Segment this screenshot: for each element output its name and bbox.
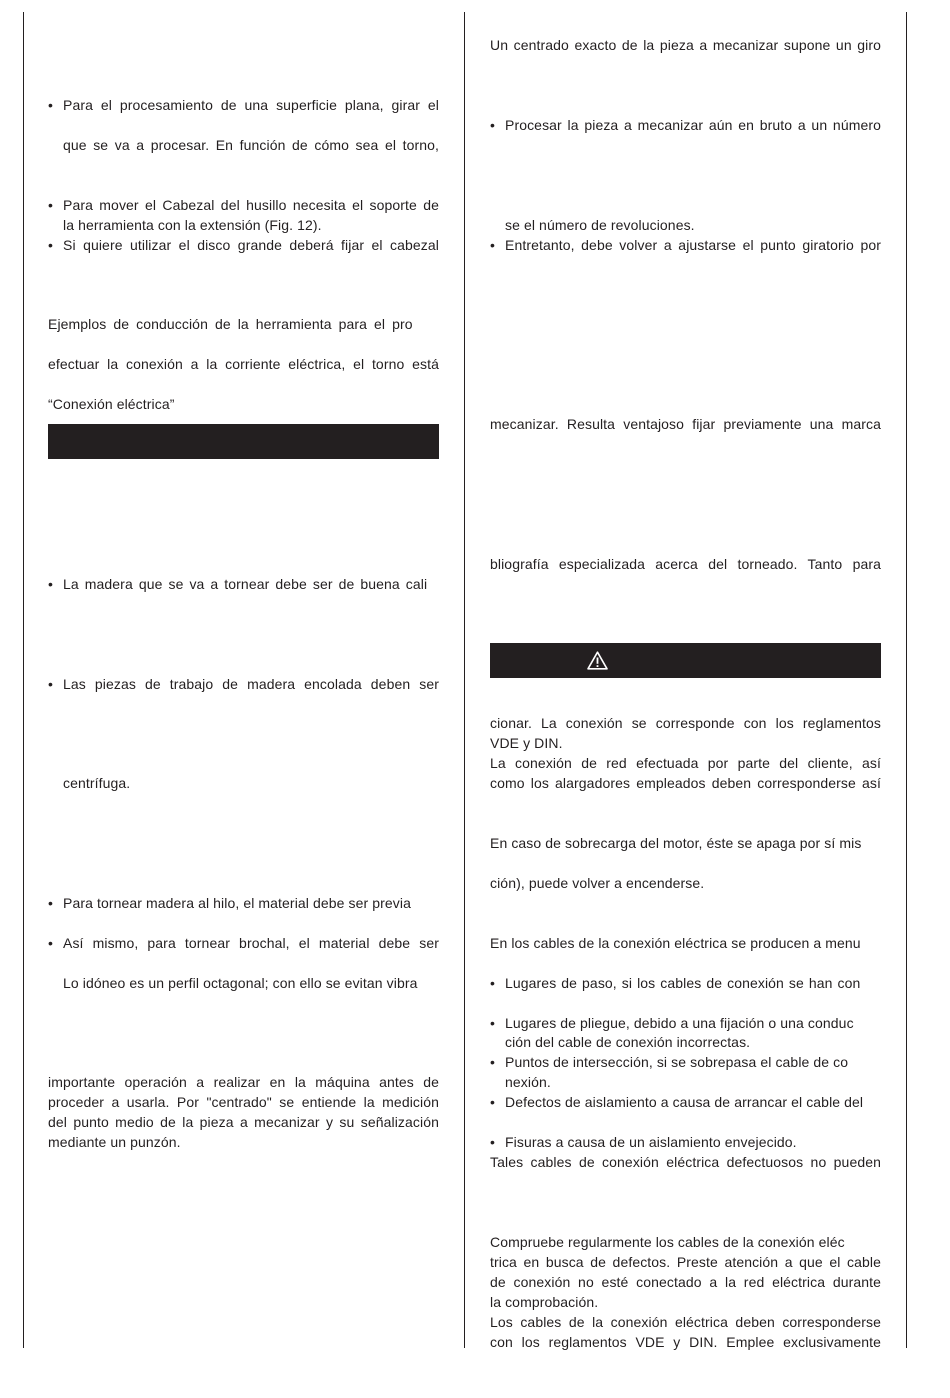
left-margin-rule [23,12,24,1348]
column-divider-rule [464,12,465,1348]
paragraph-line: En los cables de la conexión eléctrica se producen a menu [490,935,861,951]
list-item-text: La madera que se va a tornear debe ser de buena cali [63,576,428,592]
list-item [48,674,439,694]
list-item-text: Lugares de pliegue, debido a una fijación o una conduc [505,1015,854,1031]
paragraph-line: Un centrado exacto de la pieza a mecanizar supone un giro [490,37,881,53]
paragraph-line: “Conexión eléctrica” [48,396,175,412]
list-item-text: Entretanto, debe volver a ajustarse el punto giratorio por [505,237,881,253]
list-item [490,115,881,135]
paragraph-line: ción), puede volver a encenderse. [490,875,705,891]
list-item [490,235,881,255]
list-item-continuation: Lo idóneo es un perfil octagonal; con ello se evitan vibra [63,975,418,991]
list-item [48,933,439,953]
paragraph-line: de conexión no esté conectado a la red eléctrica durante [490,1274,881,1290]
list-item [48,235,439,255]
paragraph-line: trica en busca de defectos. Preste atención a que el cable [490,1254,881,1270]
paragraph-line: En caso de sobrecarga del motor, éste se apaga por sí mis [490,835,862,851]
paragraph-line: efectuar la conexión a la corriente eléctrica, el torno está [48,356,439,372]
bullet-marker: • [490,1015,496,1031]
section-heading-bar [490,643,881,678]
list-item-text: Para mover el Cabezal del husillo necesita el soporte de [63,197,439,213]
list-item-text: Puntos de intersección, si se sobrepasa el cable de co [505,1054,849,1070]
bullet-marker: • [48,197,54,213]
paragraph-line: proceder a usarla. Por "centrado" se entiende la medición [48,1094,439,1110]
list-item [490,1013,881,1033]
paragraph-line: Tales cables de conexión eléctrica defectuosos no pueden [490,1154,881,1170]
paragraph-line: VDE y DIN. [490,735,563,751]
bullet-marker: • [490,237,496,253]
list-item-text: Lugares de paso, si los cables de conexión se han con [505,975,861,991]
list-item-text: Para el procesamiento de una superficie plana, girar el [63,97,439,113]
list-item-continuation: la herramienta con la extensión (Fig. 12). [63,217,322,233]
list-item [490,973,881,993]
bullet-marker: • [48,576,54,592]
bullet-marker: • [48,895,54,911]
list-item-text: Si quiere utilizar el disco grande deberá fijar el cabezal [63,237,439,253]
bullet-marker: • [490,117,496,133]
bullet-marker: • [490,1134,496,1150]
list-item [48,195,439,215]
paragraph-line: Los cables de la conexión eléctrica deben corresponderse [490,1314,881,1330]
paragraph-line: bliografía especializada acerca del torneado. Tanto para [490,556,881,572]
list-item [48,893,439,913]
bullet-marker: • [48,237,54,253]
list-item [490,1132,881,1152]
paragraph-line: La conexión de red efectuada por parte del cliente, así [490,755,881,771]
paragraph-line: importante operación a realizar en la máquina antes de [48,1074,439,1090]
list-item-continuation: centrífuga. [63,775,131,791]
list-item [48,95,439,115]
section-heading-bar [48,424,439,459]
paragraph-line: Ejemplos de conducción de la herramienta para el pro [48,316,413,332]
list-item-text: Fisuras a causa de un aislamiento envejecido. [505,1134,797,1150]
bullet-marker: • [48,97,54,113]
paragraph-line: Compruebe regularmente los cables de la conexión eléc [490,1234,845,1250]
paragraph-line: mecanizar. Resulta ventajoso fijar previamente una marca [490,416,881,432]
list-item-continuation: que se va a procesar. En función de cómo sea el torno, [63,137,439,153]
list-item-text: Defectos de aislamiento a causa de arrancar el cable del [505,1094,864,1110]
warning-triangle-icon [587,651,608,670]
paragraph-line: la comprobación. [490,1294,599,1310]
right-margin-rule [906,12,907,1348]
paragraph-line: como los alargadores empleados deben corresponderse así [490,775,881,791]
list-item [490,1052,881,1072]
paragraph-line: cionar. La conexión se corresponde con los reglamentos [490,715,881,731]
list-item [48,574,439,594]
list-item-text: Para tornear madera al hilo, el material debe ser previa [63,895,411,911]
bullet-marker: • [490,1054,496,1070]
paragraph-line: mediante un punzón. [48,1134,181,1150]
list-item-text: Procesar la pieza a mecanizar aún en bruto a un número [505,117,881,133]
paragraph-line: del punto medio de la pieza a mecanizar y su señalización [48,1114,439,1130]
bullet-marker: • [490,975,496,991]
list-item-text: Así mismo, para tornear brochal, el material debe ser [63,935,439,951]
list-item-text: Las piezas de trabajo de madera encolada deben ser [63,676,439,692]
bullet-marker: • [48,676,54,692]
bullet-marker: • [48,935,54,951]
list-item-continuation: nexión. [505,1074,551,1090]
list-item [490,1092,881,1112]
list-item-continuation: se el número de revoluciones. [505,217,695,233]
list-item-continuation: ción del cable de conexión incorrectas. [505,1034,751,1050]
bullet-marker: • [490,1094,496,1110]
paragraph-line: con los reglamentos VDE y DIN. Emplee exclusivamente [490,1334,881,1350]
